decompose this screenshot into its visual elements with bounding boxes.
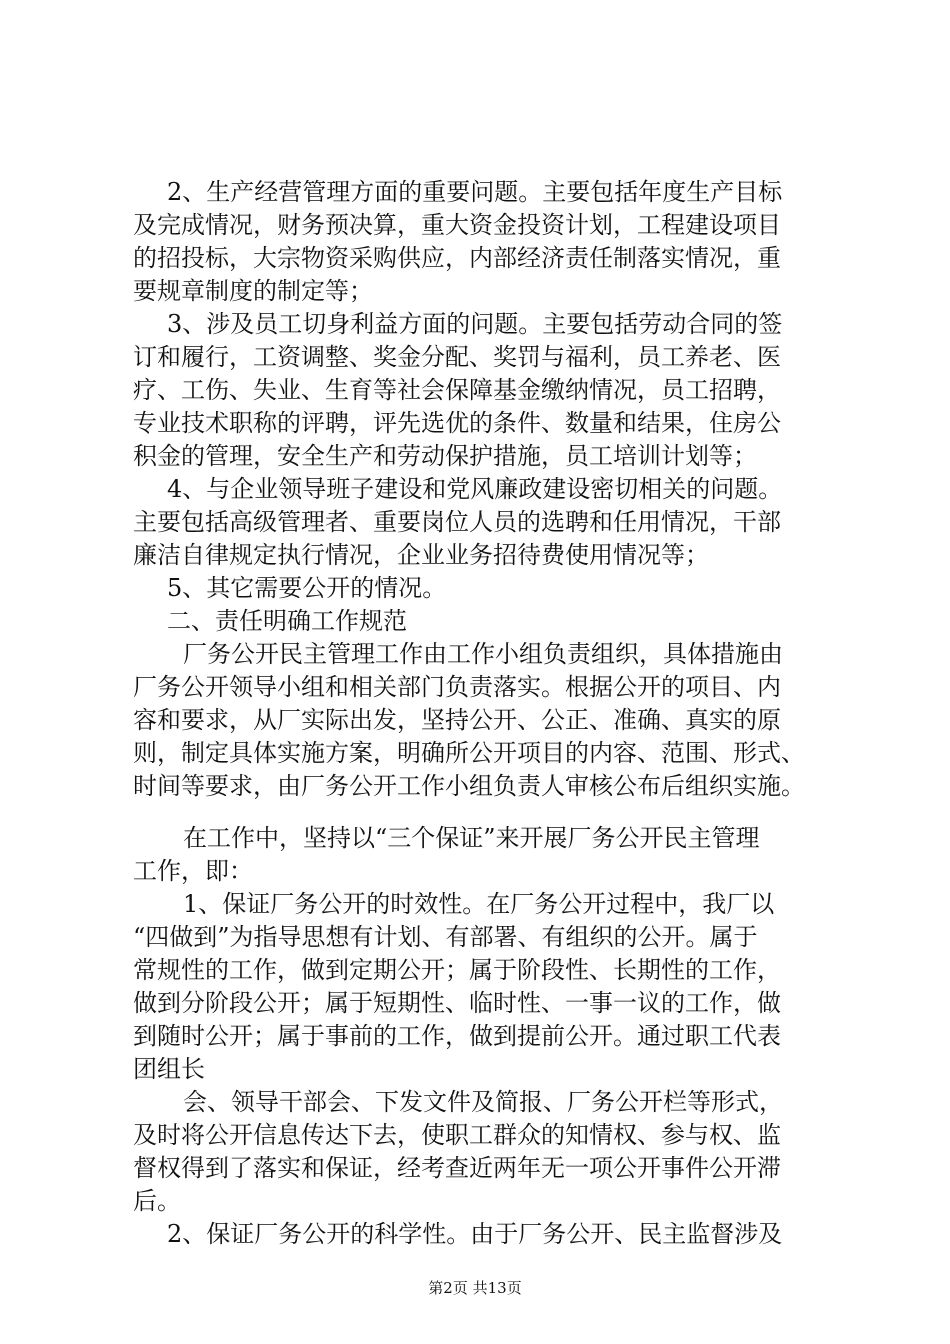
paragraph-gap [133,803,833,822]
text-line: 时间等要求，由厂务公开工作小组负责人审核公布后组织实施。 [133,772,805,800]
text-line: 专业技术职称的评聘，评先选优的条件、数量和结果，住房公 [133,409,781,437]
page-number-footer: 第2页 共13页 [428,1279,522,1297]
text-line: 常规性的工作，做到定期公开；属于阶段性、长期性的工作， [133,956,781,984]
text-line: 2、生产经营管理方面的重要问题。主要包括年度生产目标 [167,178,783,206]
text-line: 的招投标，大宗物资采购供应，内部经济责任制落实情况，重 [133,244,781,272]
text-line: 4、与企业领导班子建设和党风廉政建设密切相关的问题。 [167,475,783,503]
text-line: 督权得到了落实和保证，经考查近两年无一项公开事件公开滞 [133,1154,781,1182]
text-line: 主要包括高级管理者、重要岗位人员的选聘和任用情况，干部 [133,508,781,536]
text-line: 会、领导干部会、下发文件及简报、厂务公开栏等形式， [183,1088,783,1116]
text-line: 1、保证厂务公开的时效性。在厂务公开过程中，我厂以 [183,890,775,918]
text-line: 及时将公开信息传达下去，使职工群众的知情权、参与权、监 [133,1121,781,1149]
text-line: 订和履行，工资调整、奖金分配、奖罚与福利，员工养老、医 [133,343,781,371]
text-line: 则，制定具体实施方案，明确所公开项目的内容、范围、形式、 [133,739,805,767]
text-line: 5、其它需要公开的情况。 [167,574,447,602]
text-line: 要规章制度的制定等； [133,277,373,305]
text-line: 在工作中，坚持以“三个保证”来开展厂务公开民主管理 [183,824,760,852]
text-line: 做到分阶段公开；属于短期性、临时性、一事一议的工作，做 [133,989,781,1017]
text-line: 后。 [133,1187,181,1215]
document-body [133,176,833,1251]
text-line: 容和要求，从厂实际出发，坚持公开、公正、准确、真实的原 [133,706,781,734]
text-line: 团组长 [133,1055,205,1083]
text-line: 工作，即： [133,857,253,885]
text-line: 3、涉及员工切身利益方面的问题。主要包括劳动合同的签 [167,310,783,338]
text-line: 廉洁自律规定执行情况，企业业务招待费使用情况等； [133,541,709,569]
text-line: 厂务公开领导小组和相关部门负责落实。根据公开的项目、内 [133,673,781,701]
text-line: 及完成情况，财务预决算，重大资金投资计划，工程建设项目 [133,211,781,239]
text-line: “四做到”为指导思想有计划、有部署、有组织的公开。属于 [133,923,758,951]
section-heading: 二、责任明确工作规范 [167,607,407,635]
text-line: 2、保证厂务公开的科学性。由于厂务公开、民主监督涉及 [167,1220,783,1248]
text-line: 疗、工伤、失业、生育等社会保障基金缴纳情况，员工招聘， [133,376,781,404]
text-line: 厂务公开民主管理工作由工作小组负责组织，具体措施由 [183,640,783,668]
text-line: 到随时公开；属于事前的工作，做到提前公开。通过职工代表 [133,1022,781,1050]
text-line: 积金的管理，安全生产和劳动保护措施，员工培训计划等； [133,442,757,470]
